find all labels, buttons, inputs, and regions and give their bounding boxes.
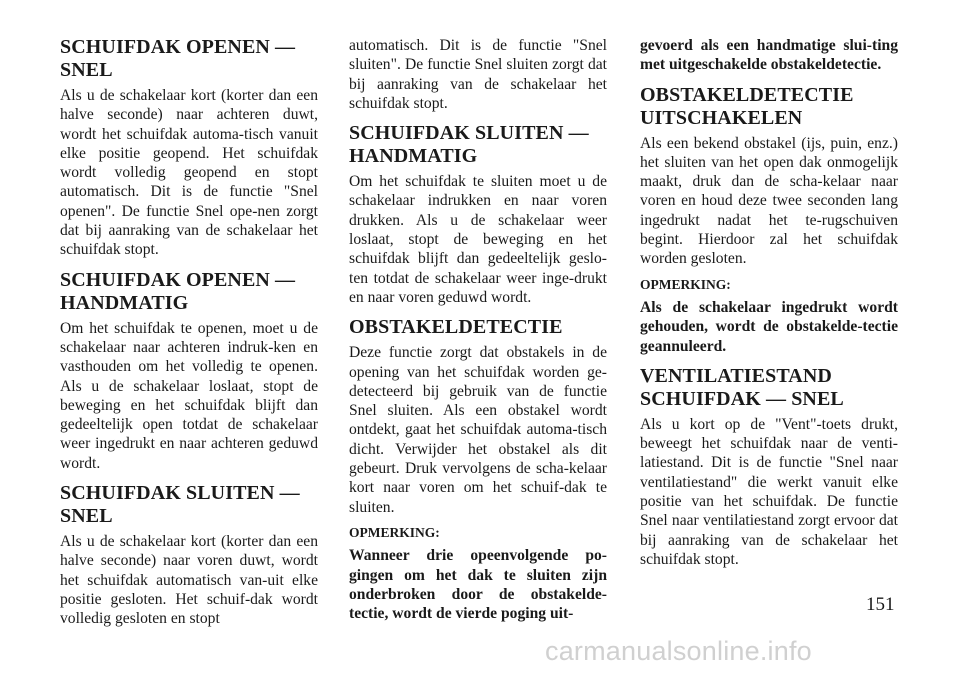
paragraph-snel-openen: Als u de schakelaar kort (korter dan een halve seconde) naar achteren duwt, wordt het schuifdak automa-tisch vanuit elke positie geopend. Het schuifdak wordt volledig geopend en stopt automatisch. Dit is de functie "Snel openen". De functie Snel ope-nen zorgt dat bij aanraking van de schakelaar het schuifdak stopt. <box>60 87 318 259</box>
paragraph-handmatig-openen: Om het schuifdak te openen, moet u de schakelaar naar achteren indruk-ken en vasthouden om het volledig te openen. Als u de schakelaar loslaat, stopt de beweging en het schuifdak blijft dan gedeeltelijk open totdat de schakelaar weer ingedrukt en naar achteren geduwd wordt. <box>60 319 318 472</box>
watermark: carmanualsonline.info <box>545 636 812 666</box>
note-text: Als de schakelaar ingedrukt wordt gehouden, wordt de obstakelde-tectie geannuleerd. <box>640 298 898 355</box>
paragraph-snel-sluiten-continued: automatisch. Dit is de functie "Snel sluiten". De functie Snel sluiten zorgt dat bij aanraking van de schakelaar het schuifdak stopt. <box>349 37 607 112</box>
note-label: OPMERKING: <box>349 524 440 540</box>
column-right <box>640 36 898 569</box>
paragraph-obstakeldetectie-uitschakelen: Als een bekend obstakel (ijs, puin, enz.) het sluiten van het open dak onmogelijk maakt, druk dan de scha-kelaar naar voren en houd deze twee seconden lang ingedrukt nadat het te-rugschuiven begint. Hierdoor zal het schuifdak worden gesloten. <box>640 134 898 268</box>
heading-ventilatiestand: VENTILATIESTAND SCHUIFDAK — SNEL <box>640 364 844 410</box>
note-text-continued: gevoerd als een handmatige slui-ting met uitgeschakelde obstakeldetectie. <box>640 37 898 74</box>
paragraph-ventilatiestand: Als u kort op de "Vent"-toets drukt, beweegt het schuifdak naar de venti-latiestand. Dit is de functie "Snel naar ventilatiestand" die werkt vanuit elke positie van het schuifdak. De functie Snel naar ventilatiestand zorgt ervoor dat bij aanraking van de schakelaar het schuifdak stopt. <box>640 415 898 568</box>
column-left <box>60 36 318 629</box>
note-label: OPMERKING: <box>640 276 731 292</box>
heading-handmatig-openen: SCHUIFDAK OPENEN — HANDMATIG <box>60 268 296 314</box>
note-text: Wanneer drie opeenvolgende po-gingen om het dak te sluiten zijn onderbroken door de obstakelde-tectie, wordt de vierde poging uit- <box>349 547 607 623</box>
heading-snel-sluiten: SCHUIFDAK SLUITEN — SNEL <box>60 482 300 528</box>
heading-handmatig-sluiten: SCHUIFDAK SLUITEN — HANDMATIG <box>349 122 589 168</box>
column-middle <box>349 36 607 623</box>
paragraph-snel-sluiten: Als u de schakelaar kort (korter dan een halve seconde) naar voren duwt, wordt het schuifdak automatisch van-uit elke positie gesloten. Het schuif-dak wordt volledig gesloten en stopt <box>60 533 318 628</box>
heading-snel-openen: SCHUIFDAK OPENEN — SNEL <box>60 36 296 81</box>
heading-obstakeldetectie-uitschakelen: OBSTAKELDETECTIE UITSCHAKELEN <box>640 83 854 129</box>
heading-obstakeldetectie: OBSTAKELDETECTIE <box>349 316 563 339</box>
paragraph-obstakeldetectie: Deze functie zorgt dat obstakels in de opening van het schuifdak worden ge-detecteerd bij gebruik van de functie Snel sluiten. Als een obstakel wordt ontdekt, gaat het schuifdak automa-tisch dicht. Verwijder het obstakel als dit gebeurt. Druk vervolgens de scha-kelaar kort naar voren om het schuif-dak te sluiten. <box>349 344 607 516</box>
paragraph-handmatig-sluiten: Om het schuifdak te sluiten moet u de schakelaar indrukken en naar voren drukken. Als u de schakelaar weer loslaat, stopt de beweging en het schuifdak blijft dan gedeeltelijk geslo-ten totdat de schakelaar weer inge-drukt en naar voren geduwd wordt. <box>349 173 607 306</box>
page-number: 151 <box>866 594 895 615</box>
